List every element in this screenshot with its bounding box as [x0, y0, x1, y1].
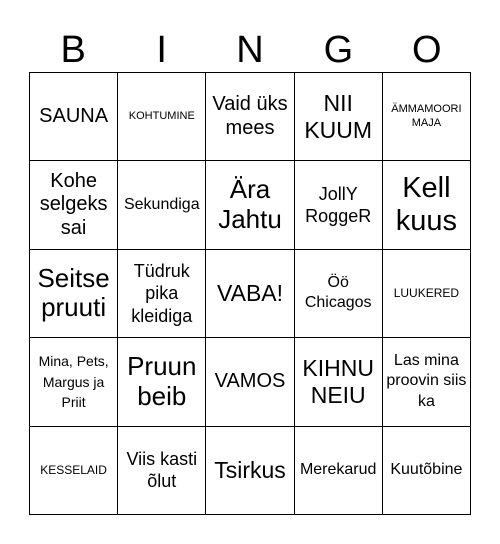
header-letter-i: I: [156, 29, 167, 71]
bingo-cell[interactable]: KOHTUMINE: [118, 73, 206, 161]
bingo-cell[interactable]: VAMOS: [206, 338, 294, 426]
bingo-cell[interactable]: Öö Chicagos: [295, 250, 383, 338]
bingo-cell[interactable]: Kohe selgeks sai: [30, 161, 118, 249]
header-letter-b: B: [60, 29, 86, 71]
header-letter-n: N: [236, 29, 264, 71]
bingo-cell[interactable]: Mina, Pets, Margus ja Priit: [30, 338, 118, 426]
bingo-cell[interactable]: ÄMMAMOORI MAJA: [383, 73, 471, 161]
bingo-cell[interactable]: Ära Jahtu: [206, 161, 294, 249]
bingo-cell[interactable]: Kell kuus: [383, 161, 471, 249]
header-letter-g: G: [323, 29, 354, 71]
bingo-cell[interactable]: Viis kasti õlut: [118, 427, 206, 515]
bingo-cell[interactable]: LUUKERED: [383, 250, 471, 338]
bingo-cell[interactable]: Tüdruk pika kleidiga: [118, 250, 206, 338]
bingo-cell free-space[interactable]: VABA!: [206, 250, 294, 338]
bingo-cell[interactable]: NII KUUM: [295, 73, 383, 161]
bingo-cell[interactable]: Pruun beib: [118, 338, 206, 426]
bingo-cell[interactable]: Las mina proovin siis ka: [383, 338, 471, 426]
header-letter-o: O: [412, 29, 442, 71]
bingo-cell[interactable]: Vaid üks mees: [206, 73, 294, 161]
bingo-cell[interactable]: Tsirkus: [206, 427, 294, 515]
bingo-cell[interactable]: Kuutõbine: [383, 427, 471, 515]
bingo-cell[interactable]: Seitse pruuti: [30, 250, 118, 338]
bingo-board: [29, 72, 471, 515]
bingo-cell[interactable]: KIHNU NEIU: [295, 338, 383, 426]
bingo-cell[interactable]: SAUNA: [30, 73, 118, 161]
bingo-cell[interactable]: KESSELAID: [30, 427, 118, 515]
bingo-cell[interactable]: Sekundiga: [118, 161, 206, 249]
bingo-cell[interactable]: JollY RoggeR: [295, 161, 383, 249]
bingo-header: [29, 24, 471, 72]
bingo-cell[interactable]: Merekarud: [295, 427, 383, 515]
